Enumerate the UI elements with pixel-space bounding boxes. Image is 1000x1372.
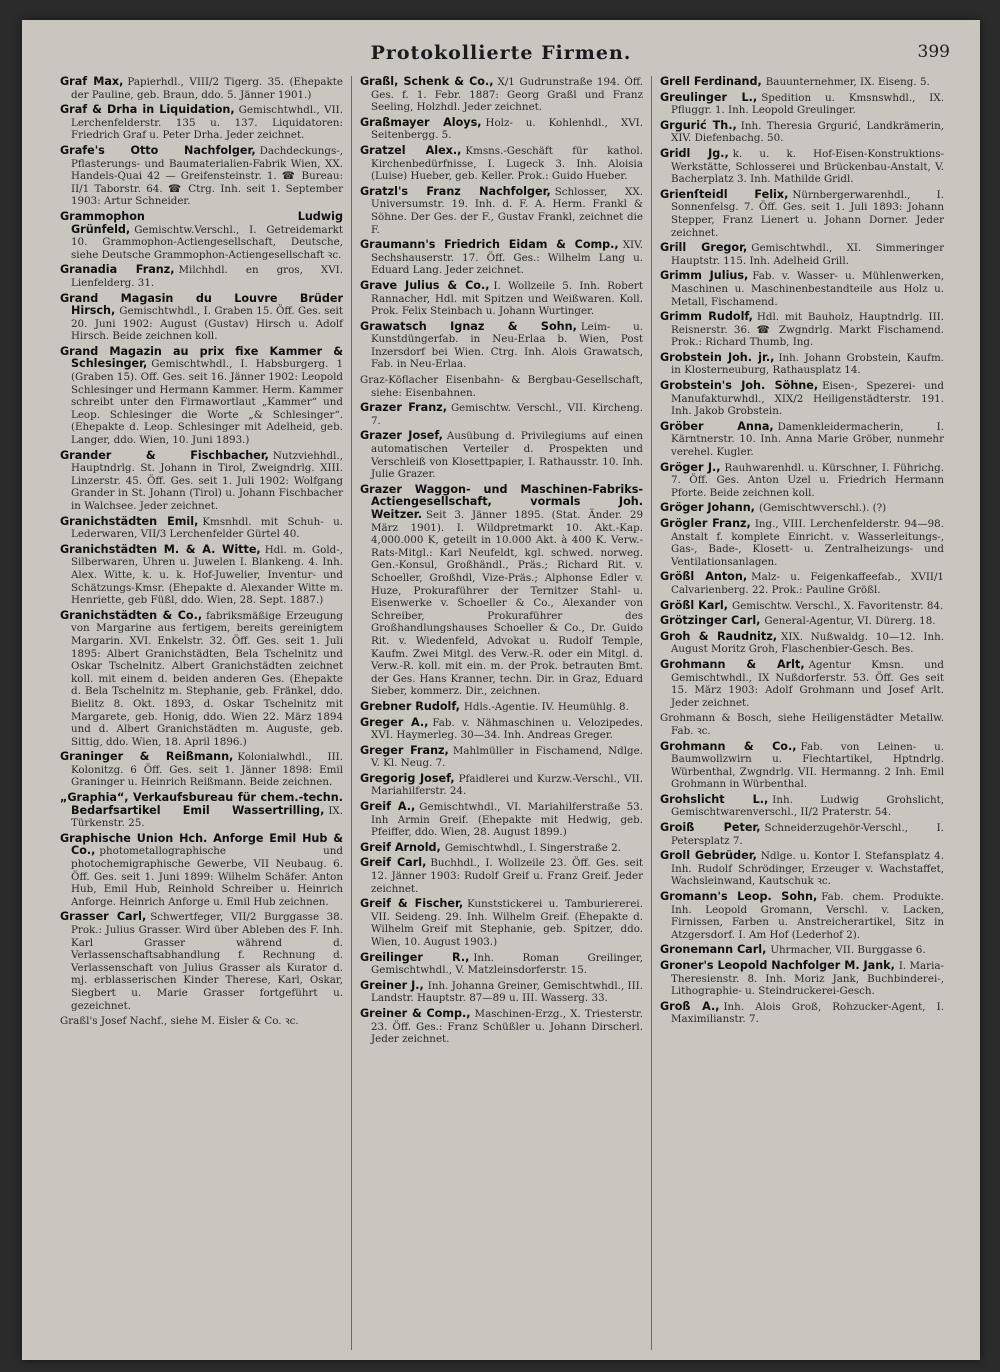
firm-details: XIX. Nußwaldg. 10—12. Inh. August Moritz Groh, Flaschenbier-Gesch. Bes. bbox=[671, 630, 944, 656]
firm-name: Grazer Waggon- und Maschinen-Fabriks-Actiengesellschaft, vormals Joh. Weitzer. bbox=[360, 482, 643, 521]
firm-name: Grill Gregor, bbox=[660, 241, 748, 255]
firm-entry bbox=[60, 450, 343, 513]
firm-details: Papierhdl., VIII/2 Tigerg. 35. (Ehepakte der Pauline, geb. Braun, ddo. 5. Jänner 1901.) bbox=[71, 76, 343, 101]
firm-name: Grammophon Ludwig Grünfeld, bbox=[60, 209, 343, 236]
firm-entry bbox=[60, 911, 343, 1012]
firm-entry bbox=[360, 239, 643, 277]
firm-name: Größl Anton, bbox=[660, 570, 748, 584]
firm-name: Groß A., bbox=[660, 999, 720, 1013]
firm-name: Grobstein's Joh. Söhne, bbox=[660, 379, 819, 393]
firm-entry bbox=[360, 773, 643, 798]
firm-details: (Gemischtwverschl.). (?) bbox=[758, 502, 887, 515]
firm-entry bbox=[660, 631, 944, 656]
firm-name: Graßl, Schenk & Co., bbox=[360, 76, 494, 88]
firm-details: Inh. Theresia Grgurić, Landkrämerin, XIV. Diefenbachg. 50. bbox=[671, 119, 944, 145]
firm-details: Rauhwarenhdl. u. Kürschner, I. Führichg. 7. Öff. Ges. Anton Uzel u. Friedrich Hermann Pforte. Beide zeichnen koll. bbox=[671, 461, 944, 499]
firm-name: Gröger Johann, bbox=[660, 501, 755, 515]
firm-name: Grebner Rudolf, bbox=[360, 699, 460, 713]
firm-entry bbox=[60, 544, 343, 607]
firm-details: Kmsns.-Geschäft für kathol. Kirchenbedürfnisse, I. Lugeck 3. Inh. Aloisia (Luise) Hueber, geb. Keller. Prok.: Guido Hueber. bbox=[371, 144, 643, 183]
firm-name: Greif Carl, bbox=[360, 856, 427, 870]
firm-name: Grobstein Joh. jr., bbox=[660, 350, 775, 364]
firm-entry bbox=[660, 380, 944, 418]
firm-details: Grohmann & Bosch, siehe Heiligenstädter Metallw. Fab. ꝛc. bbox=[660, 712, 944, 737]
firm-details: Fab. v. Wasser- u. Mühlenwerken, Maschinen u. Maschinenbestandteile aus Holz u. Metall, Fischamend. bbox=[671, 270, 944, 308]
firm-details: Fab. von Leinen- u. Baumwollzwirn u. Flechtartikel, Hptndrlg. Würbenthal, Zwgndrlg. VII. Hermanng. 2 Inh. Emil Grohmann in Würbenthal. bbox=[671, 740, 944, 791]
firm-entry bbox=[60, 1015, 343, 1028]
firm-details: General-Agentur, VI. Dürerg. 18. bbox=[764, 615, 936, 628]
page-title: Protokollierte Firmen. bbox=[370, 42, 632, 64]
firm-details: Seit 3. Jänner 1895. (Stat. Änder. 29 März 1901). I. Wildpretmarkt 10. Akt.-Kap. 4,000.000 K, geteilt in 10.000 Akt. à 400 K. Verw.-Rats-Mitgl.: Karl Neufeldt, kgl. schwed. norweg. Gen.-Konsul, Großhändl., Präs.; Richard Rit. v. Schoeller, Großhdl, Vize-Präs.; Alphonse Edler v. Huze, Prokuraführer der Ternitzer Stahl- u. Eisenwerke v. Schoeller & Co., Alexander von Schreiber, Prokuraführer des Großhandlungshauses Schoeller & Co., Dr. Guido Rit. v. Wiedenfeld, Advokat u. Rudolf Temple, Kaufm. Zwei Mitgl. des Verw.-R. oder ein Mitgl. d. Verw.-R. koll. mit ein. m. der Prok. betrauten Bmt. der Ges. Hans Kranner, techn. Dir. in Graz, Eduard Sieber, kommerz. Dir., zeichnen. bbox=[371, 509, 643, 698]
firm-name: Grimm Julius, bbox=[660, 269, 749, 283]
firm-name: Grawatsch Ignaz & Sohn, bbox=[360, 319, 577, 333]
firm-name: Greulinger L., bbox=[660, 90, 758, 104]
firm-details: Fab. v. Nähmaschinen u. Velozipedes. XVI. Haymerleg. 30—34. Inh. Andreas Greger. bbox=[371, 716, 643, 742]
firm-entry bbox=[60, 264, 343, 289]
firm-name: Greiner J., bbox=[360, 978, 424, 992]
firm-name: Grand Magasin du Louvre Brüder Hirsch, bbox=[60, 291, 343, 318]
columns bbox=[52, 76, 960, 1350]
firm-entry bbox=[660, 1001, 944, 1026]
firm-entry bbox=[60, 211, 343, 261]
firm-name: Groiß Peter, bbox=[660, 821, 761, 835]
firm-entry bbox=[660, 960, 944, 998]
firm-name: Grohmann & Arlt, bbox=[660, 657, 805, 671]
firm-details: Kmsnhdl. mit Schuh- u. Lederwaren, VII/3 Lerchenfelder Gürtel 40. bbox=[71, 515, 343, 541]
firm-details: Milchhdl. en gros, XVI. Lienfelderg. 31. bbox=[71, 264, 343, 289]
firm-entry bbox=[360, 701, 643, 714]
firm-details: X/1 Gudrunstraße 194. Öff. Ges. f. 1. Febr. 1887: Georg Graßl und Franz Seeling, Holzhdl. Jeder zeichnet. bbox=[371, 76, 643, 114]
firm-entry bbox=[660, 615, 944, 628]
firm-name: Graumann's Friedrich Eidam & Comp., bbox=[360, 238, 619, 252]
page-number: 399 bbox=[917, 42, 950, 62]
firm-entry bbox=[660, 850, 944, 888]
firm-entry bbox=[660, 148, 944, 186]
firm-details: Nutzviehhdl., Hauptndrlg. St. Johann in Tirol, Zweigndrlg. XIII. Linzerstr. 45. Öff. Ges. seit 1. Juli 1902: Wolfgang Grander in St. Johann (Tirol) u. Johann Fischbacher in Walchsee. Jeder zeichnet. bbox=[71, 449, 343, 512]
firm-details: Inh. Roman Greilinger, Gemischtwhdl., V. Matzleinsdorferstr. 15. bbox=[371, 951, 643, 977]
firm-details: Inh. Johann Grobstein, Kaufm. in Klosterneuburg, Rathausplatz 14. bbox=[671, 351, 944, 377]
firm-entry bbox=[60, 833, 343, 909]
firm-details: Hdl. m. Gold-, Silberwaren, Uhren u. Juwelen I. Blankeng. 4. Inh. Alex. Witte, k. u. k. Hof-Juwelier, Inventur- und Schätzungs-Kmsr. (Ehepakte d. Alexander Witte m. Henriette, geb Füßl, ddo. Wien, 28. Sept. 1887.) bbox=[71, 543, 343, 607]
firm-entry bbox=[60, 145, 343, 208]
firm-entry bbox=[660, 794, 944, 819]
firm-name: Graßmayer Aloys, bbox=[360, 115, 482, 129]
firm-details: photometallographische und photochemigraphische Gewerbe, VII Neubaug. 6. Öff. Ges. seit 1. Juni 1899: Wilhelm Schäfer. Anton Hub, Emil Hub, Reinhold Schreiber u. Heinrich Anforge. Heinrich Anforge u. Emil Hub zeichnen. bbox=[71, 845, 343, 908]
firm-entry bbox=[60, 104, 343, 142]
firm-name: Grienſteidl Felix, bbox=[660, 187, 789, 201]
firm-details: Gemischtwhdl., I. Singerstraße 2. bbox=[444, 841, 621, 854]
firm-entry bbox=[360, 374, 643, 399]
firm-entry bbox=[660, 712, 944, 737]
column-right bbox=[652, 76, 952, 1350]
firm-details: Pfaidlerei und Kurzw.-Verschl., VII. Mariahilferstr. 24. bbox=[371, 772, 644, 798]
firm-entry bbox=[360, 898, 643, 948]
firm-name: Grand Magazin au prix fixe Kammer & Schlesinger, bbox=[60, 344, 343, 371]
firm-entry bbox=[660, 891, 944, 941]
firm-details: Graßl's Josef Nachf., siehe M. Eisler & Co. ꝛc. bbox=[60, 1015, 299, 1028]
firm-name: Grander & Fischbacher, bbox=[60, 448, 269, 462]
directory-page bbox=[22, 20, 980, 1360]
firm-name: Granadia Franz, bbox=[60, 263, 175, 277]
firm-name: „Graphia“, Verkaufsbureau für chem.-techn. Bedarfsartikel Emil Wassertrilling, bbox=[60, 791, 343, 817]
firm-details: Gemischtwhdl., VI. Mariahilferstraße 53. Inh Armin Greif. (Ehepakte mit Hedwig, geb. Pfeiffer, ddo. Wien, 28. August 1899.) bbox=[371, 801, 643, 839]
firm-details: Maschinen-Erzg., X. Triesterstr. 23. Öff. Ges.: Franz Schüßler u. Johann Dirscherl. Jeder zeichnet. bbox=[371, 1007, 643, 1046]
firm-details: Gemischtwhdl., I. Habsburgerg. 1 (Graben 15). Off. Ges. seit 16. Jänner 1902: Leopold Schlesinger und Hermann Kammer. Herm. Kammer schreibt unter den Firmawortlaut „Kammer“ und Leop. Schlesinger die Worte „& Schlesinger“. (Ehepakte d. Leop. Schlesinger mit Adelheid, geb. Langer, ddo. Wien, 10. Juni 1893.) bbox=[71, 358, 343, 447]
firm-entry bbox=[360, 1008, 643, 1046]
firm-name: Grötzinger Carl, bbox=[660, 614, 761, 628]
column-left bbox=[52, 76, 352, 1350]
firm-details: Schlosser, XX. Universumstr. 19. Inh. d. F. A. Herm. Frankl & Söhne. Der Ges. der F., Gustav Frankl, zeichnet die F. bbox=[371, 185, 643, 236]
firm-name: Graphische Union Hch. Anforge Emil Hub & Co., bbox=[60, 831, 343, 858]
firm-details: Kolonialwhdl., III. Kolonitzg. 6 Öff. Ges. seit 1. Jänner 1898: Emil Graninger u. Heinrich Reißmann. Beide zeichnen. bbox=[71, 751, 343, 789]
firm-entry bbox=[360, 76, 643, 114]
firm-name: Grgurić Th., bbox=[660, 118, 737, 132]
firm-entry bbox=[360, 321, 643, 371]
firm-name: Greger A., bbox=[360, 715, 429, 729]
firm-details: Gemischtw. Verschl., VII. Kircheng. 7. bbox=[371, 402, 643, 427]
firm-details: Malz- u. Feigenkaffeefab., XVII/1 Calvarienberg. 22. Prok.: Pauline Größl. bbox=[671, 571, 944, 596]
firm-entry bbox=[660, 462, 944, 500]
firm-name: Gronemann Carl, bbox=[660, 943, 767, 957]
firm-details: Inh. Ludwig Grohslicht, Gemischtwarenverschl., II/2 Praterstr. 54. bbox=[671, 793, 944, 819]
firm-entry bbox=[660, 421, 944, 459]
firm-entry bbox=[360, 717, 643, 742]
firm-name: Grazer Franz, bbox=[360, 401, 447, 415]
firm-entry bbox=[60, 293, 343, 343]
firm-details: Nürnbergerwarenhdl., I. Sonnenfelsg. 7. Öff. Ges. seit 1. Juli 1893: Johann Stepper, Franz Lienert u. Johann Dorner. Jeder zeichnet. bbox=[671, 188, 944, 239]
firm-entry bbox=[660, 944, 944, 957]
firm-details: Buchhdl., I. Wollzeile 23. Öff. Ges. seit 12. Jänner 1903: Rudolf Greif u. Franz Greif. Jeder zeichnet. bbox=[371, 857, 644, 895]
firm-entry bbox=[660, 502, 944, 515]
firm-details: Gemischtwhdl., VII. Lerchenfelderstr. 135 u. 137. Liquidatoren: Friedrich Graf u. Peter Drha. Jeder zeichnet. bbox=[71, 104, 343, 142]
firm-name: Gratzl's Franz Nachfolger, bbox=[360, 184, 551, 198]
firm-name: Greilinger R., bbox=[360, 950, 470, 964]
firm-entry bbox=[660, 518, 944, 568]
firm-name: Greger Franz, bbox=[360, 743, 449, 757]
firm-details: Gemischtw.Verschl., I. Getreidemarkt 10. Grammophon-Actiengesellschaft, Deutsche, siehe Deutsche Grammophon-Actiengesellschaft ꝛc. bbox=[71, 223, 343, 261]
firm-name: Grave Julius & Co., bbox=[360, 278, 490, 292]
firm-name: Granichstädten & Co., bbox=[60, 608, 203, 622]
firm-details: k. u. k. Hof-Eisen-Konstruktions-Werkstätte, Schlosserei und Brückenbau-Anstalt, V. Bacherplatz 3. Inh. Mathilde Gridl. bbox=[671, 147, 944, 186]
firm-name: Greiner & Comp., bbox=[360, 1006, 471, 1020]
firm-entry bbox=[360, 186, 643, 236]
firm-name: Grell Ferdinand, bbox=[660, 76, 762, 88]
firm-name: Graf & Drha in Liquidation, bbox=[60, 103, 235, 117]
firm-name: Greif A., bbox=[360, 800, 416, 814]
firm-name: Groner's Leopold Nachfolger M. Jank, bbox=[660, 959, 895, 972]
firm-details: Schneiderzugehör-Verschl., I. Petersplatz 7. bbox=[671, 822, 944, 847]
firm-name: Groh & Raudnitz, bbox=[660, 629, 777, 643]
firm-name: Gröber Anna, bbox=[660, 419, 774, 433]
firm-entry bbox=[660, 741, 944, 791]
firm-details: Hdl. mit Bauholz, Hauptndrlg. III. Reisnerstr. 36. ☎ Zwgndrlg. Markt Fischamend. Prok.: Richard Thumb, Ing. bbox=[671, 311, 945, 349]
firm-name: Groll Gebrüder, bbox=[660, 849, 757, 863]
firm-entry bbox=[360, 857, 643, 895]
firm-entry bbox=[360, 402, 643, 427]
firm-entry bbox=[360, 484, 643, 698]
firm-entry bbox=[360, 952, 643, 977]
firm-details: Gemischtwhdl., I. Graben 15. Öff. Ges. seit 20. Juni 1902: August (Gustav) Hirsch u. Adolf Hirsch. Beide zeichnen koll. bbox=[71, 305, 343, 343]
firm-entry bbox=[360, 801, 643, 839]
firm-entry bbox=[360, 745, 643, 770]
firm-entry bbox=[60, 610, 343, 749]
firm-name: Grögler Franz, bbox=[660, 517, 751, 530]
firm-entry bbox=[660, 352, 944, 377]
firm-details: XIV. Sechshauserstr. 17. Öff. Ges.: Wilhelm Lang u. Eduard Lang. Jeder zeichnet. bbox=[371, 239, 643, 277]
firm-entry bbox=[360, 430, 643, 480]
firm-entry bbox=[60, 76, 343, 101]
firm-name: Gromann's Leop. Sohn, bbox=[660, 890, 818, 904]
firm-entry bbox=[660, 600, 944, 613]
firm-details: IX. Türkenstr. 25. bbox=[71, 804, 343, 830]
firm-details: Holz- u. Kohlenhdl., XVI. Seitenbergg. 5. bbox=[371, 116, 643, 142]
firm-details: I. Maria-Theresienstr. 8. Inh. Moriz Jank, Buchbinderei-, Lithographie- u. Steindruckerei-Gesch. bbox=[671, 960, 944, 998]
firm-entry bbox=[660, 571, 944, 596]
firm-entry bbox=[360, 117, 643, 142]
firm-entry bbox=[360, 145, 643, 183]
firm-name: Grazer Josef, bbox=[360, 429, 443, 443]
firm-details: Gemischtwhdl., XI. Simmeringer Hauptstr. 115. Inh. Adelheid Grill. bbox=[671, 242, 944, 267]
firm-details: Inh. Alois Groß, Rohzucker-Agent, I. Maximilianstr. 7. bbox=[671, 1000, 944, 1026]
firm-entry bbox=[360, 280, 643, 318]
firm-entry bbox=[660, 659, 944, 709]
firm-name: Greif & Fischer, bbox=[360, 897, 464, 911]
firm-details: Ing., VIII. Lerchenfelderstr. 94—98. Anstalt f. komplete Einricht. v. Wasserleitungs-, Gas-, Bade-, Klosett- u. Zentralheizungs- und Ventilationsanlagen. bbox=[671, 518, 944, 568]
firm-name: Grasser Carl, bbox=[60, 910, 147, 924]
firm-details: Damenkleidermacherin, I. Kärntnerstr. 10. Inh. Anna Marie Gröber, nunmehr verehel. Kugler. bbox=[671, 420, 945, 459]
firm-entry bbox=[60, 516, 343, 541]
firm-name: Greif Arnold, bbox=[360, 840, 441, 854]
firm-name: Granichstädten Emil, bbox=[60, 514, 199, 528]
firm-details: Mahlmüller in Fischamend, Ndlge. V. Kl. Neug. 7. bbox=[371, 744, 643, 770]
firm-name: Graninger & Reißmann, bbox=[60, 750, 234, 764]
column-middle bbox=[352, 76, 652, 1350]
firm-details: Schwertfeger, VII/2 Burggasse 38. Prok.: Julius Grasser. Wird über Ableben des F. Inh. Karl Grasser während d. Verlassenschaftsabhandlung f. Rechnung d. Verlassenschaft von Julius Grasser als Kurator d. mj. erblasserischen Kinder Therese, Karl, Oskar, Siegbert u. Marie Grasser fortgeführt u. gezeichnet. bbox=[71, 911, 343, 1012]
firm-entry bbox=[660, 822, 944, 847]
firm-entry bbox=[660, 76, 944, 89]
firm-entry bbox=[660, 120, 944, 145]
firm-details: Agentur Kmsn. und Gemischtwhdl., IX Nußdorferstr. 53. Öff. Ges seit 15. März 1903: Adolf Grohmann und Josef Arlt. Jeder zeichnet. bbox=[671, 658, 944, 709]
firm-details: I. Wollzeile 5. Inh. Robert Rannacher, Hdl. mit Spitzen und Weißwaren. Koll. Prok. Felix Steinbach u. Johann Wurtinger. bbox=[371, 279, 643, 318]
firm-details: Eisen-, Spezerei- und Manufakturwhdl., XIX/2 Heiligenstädterstr. 191. Inh. Jakob Grobstein. bbox=[671, 380, 944, 418]
firm-details: Uhrmacher, VII. Burggasse 6. bbox=[770, 944, 926, 957]
firm-details: Fab. chem. Produkte. Inh. Leopold Gromann, Verschl. v. Lacken, Firnissen, Farben u. Anstreicherartikel, Sitz in Atzgersdorf. I. Am Hof (Lederhof 2). bbox=[671, 891, 944, 941]
firm-details: Bauunternehmer, IX. Eiseng. 5. bbox=[765, 76, 930, 88]
firm-entry bbox=[660, 270, 944, 308]
firm-entry bbox=[660, 189, 944, 239]
firm-entry bbox=[660, 311, 944, 349]
firm-entry bbox=[660, 92, 944, 117]
firm-details: Gemischtw. Verschl., X. Favoritenstr. 84. bbox=[731, 599, 944, 612]
firm-details: Leim- u. Kunstdüngerfab. in Neu-Erlaa b. Wien, Post Inzersdorf bei Wien. Ctrg. Inh. Alois Grawatsch, Fab. in Neu-Erlaa. bbox=[371, 320, 644, 371]
firm-name: Größl Karl, bbox=[660, 598, 728, 612]
firm-details: Dachdeckungs-, Pflasterungs- und Baumaterialien-Fabrik Wien, XX. Handels-Quai 42 — Greifensteinstr. 1. ☎ Bureau: II/1 Taborstr. 64. ☎ Ctrg. Inh. seit 1. September 1903: Artur Schneider. bbox=[71, 144, 343, 208]
firm-details: Ndlge. u. Kontor I. Stefansplatz 4. Inh. Rudolf Schrödinger, Erzeuger v. Wachstaffet, Wachsleinwand, Kautschuk ꝛc. bbox=[671, 850, 944, 888]
firm-name: Grohslicht L., bbox=[660, 792, 769, 806]
firm-name: Gregorig Josef, bbox=[360, 771, 455, 785]
firm-entry bbox=[60, 751, 343, 789]
firm-entry bbox=[660, 242, 944, 267]
firm-name: Granichstädten M. & A. Witte, bbox=[60, 542, 261, 556]
firm-details: Hdls.-Agentie. IV. Heumühlg. 8. bbox=[463, 700, 629, 713]
firm-name: Gratzel Alex., bbox=[360, 143, 462, 157]
firm-name: Grimm Rudolf, bbox=[660, 310, 753, 324]
firm-details: Ausübung d. Privilegiums auf einen automatischen Verteiler d. Prospekten und Verschleiß von Klosettpapier, I. Rathausstr. 10. Inh. Julie Grazer. bbox=[371, 430, 643, 481]
firm-entry bbox=[360, 980, 643, 1005]
firm-details: Kunststickerei u. Tamburiererei. VII. Seideng. 29. Inh. Wilhelm Greif. (Ehepakte d. Wilhelm Greif mit Stephanie, geb. Spitzer, ddo. Wien, 10. August 1903.) bbox=[371, 898, 643, 948]
firm-details: Spedition u. Kmsnswhdl., IX. Pfluggr. 1. Inh. Leopold Greulinger. bbox=[671, 91, 944, 117]
firm-entry bbox=[60, 792, 343, 830]
firm-details: Inh. Johanna Greiner, Gemischtwhdl., III. Landstr. Hauptstr. 87—89 u. III. Wasserg. 33. bbox=[371, 979, 644, 1005]
firm-name: Gridl Jg., bbox=[660, 146, 729, 160]
firm-entry bbox=[60, 346, 343, 447]
firm-name: Grafe's Otto Nachfolger, bbox=[60, 143, 256, 157]
firm-details: Graz-Köflacher Eisenbahn- & Bergbau-Gesellschaft, siehe: Eisenbahnen. bbox=[360, 374, 643, 399]
firm-details: fabriksmäßige Erzeugung von Margarine aus fertigem, bereits gereinigtem Margarin. XVI. Enkelstr. 32. Öff. Ges. seit 1. Juli 1895: Albert Granichstädten, Bela Tschelnitz und Oskar Tschelnitz. Albert Granichstädten zeichnet koll. mit einem d. beiden anderen Ges. (Ehepakte d. Bela Tschelnitz m. Stephanie, geb. Fränkel, ddo. Bielitz 8. Okt. 1893, d. Oskar Tschelnitz mit Margarete, geb. Honig, ddo. Wien 22. März 1894 und d. Albert Granichstädten m. Auguste, geb. Sittig, ddo. Wien, 18. April 1896.) bbox=[71, 609, 343, 748]
firm-entry bbox=[360, 842, 643, 855]
firm-name: Graf Max, bbox=[60, 76, 124, 88]
firm-name: Grohmann & Co., bbox=[660, 739, 797, 753]
firm-name: Gröger J., bbox=[660, 460, 721, 474]
